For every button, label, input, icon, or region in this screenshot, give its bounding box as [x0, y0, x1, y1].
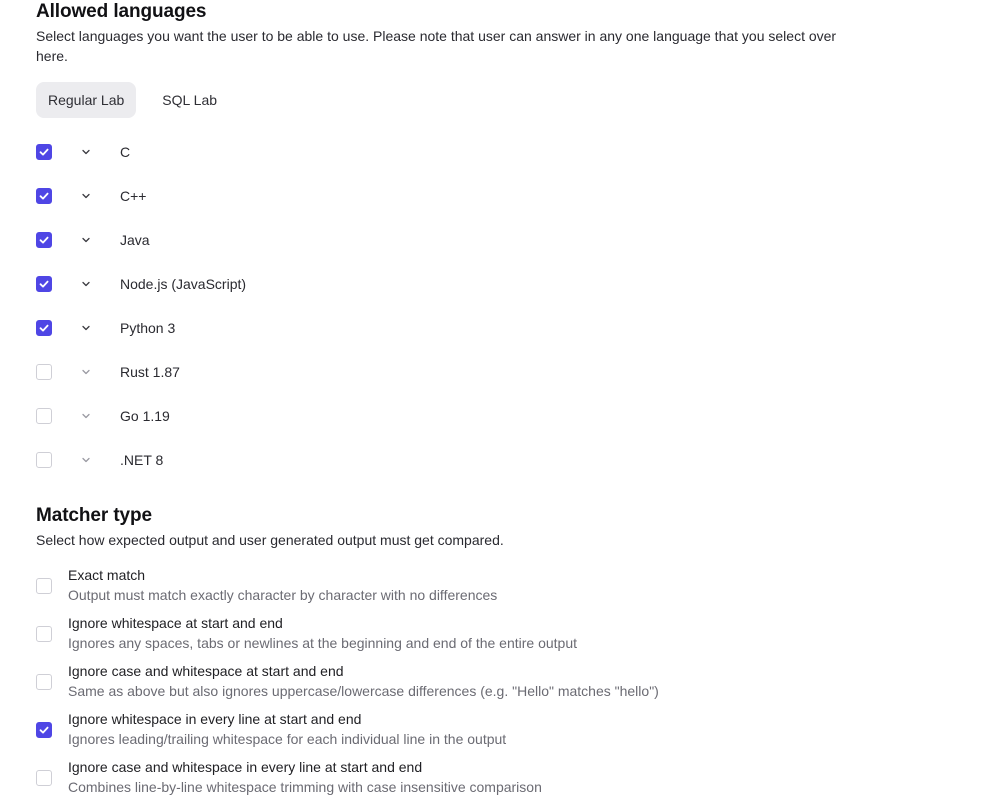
chevron-down-icon[interactable] [80, 454, 92, 466]
matcher-checkbox-ignore-whitespace-every-line[interactable] [36, 722, 52, 738]
language-row-nodejs [36, 262, 636, 306]
matcher-option-ignore-case-whitespace-every-line [36, 758, 936, 806]
matcher-option-description: Combines line-by-line whitespace trimming with case insensitive comparison [68, 779, 542, 795]
check-icon [38, 724, 50, 736]
language-checkbox-python3[interactable] [36, 320, 52, 336]
language-checkbox-rust[interactable] [36, 364, 52, 380]
chevron-down-icon[interactable] [80, 234, 92, 246]
check-icon [38, 234, 50, 246]
language-name: Python 3 [120, 320, 176, 336]
matcher-option-title: Ignore whitespace in every line at start and end [68, 711, 362, 727]
check-icon [38, 146, 50, 158]
chevron-down-icon[interactable] [80, 410, 92, 422]
language-row-cpp [36, 174, 636, 218]
matcher-checkbox-ignore-case-whitespace-every-line[interactable] [36, 770, 52, 786]
matcher-option-description: Ignores any spaces, tabs or newlines at the beginning and end of the entire output [68, 635, 578, 651]
language-name: Rust 1.87 [120, 364, 180, 380]
matcher-option-ignore-case-whitespace-start-end [36, 662, 936, 710]
language-row-c [36, 130, 636, 174]
matcher-option-title: Exact match [68, 567, 146, 583]
language-name: Node.js (JavaScript) [120, 276, 247, 292]
matcher-checkbox-ignore-case-whitespace-start-end[interactable] [36, 674, 52, 690]
check-icon [38, 322, 50, 334]
lab-tabs [36, 82, 229, 118]
language-list [36, 130, 636, 482]
matcher-option-ignore-whitespace-start-end [36, 614, 936, 662]
chevron-down-icon[interactable] [80, 322, 92, 334]
check-icon [38, 190, 50, 202]
matcher-option-description: Output must match exactly character by character with no differences [68, 587, 498, 603]
matcher-option-list [36, 566, 936, 806]
language-row-python3 [36, 306, 636, 350]
matcher-type-title: Matcher type [36, 505, 153, 526]
matcher-option-title: Ignore case and whitespace at start and end [68, 663, 344, 679]
chevron-down-icon[interactable] [80, 190, 92, 202]
chevron-down-icon[interactable] [80, 146, 92, 158]
matcher-option-title: Ignore whitespace at start and end [68, 615, 283, 631]
language-checkbox-cpp[interactable] [36, 188, 52, 204]
check-icon [38, 278, 50, 290]
language-name: Go 1.19 [120, 408, 170, 424]
language-checkbox-java[interactable] [36, 232, 52, 248]
language-name: C++ [120, 188, 147, 204]
language-checkbox-nodejs[interactable] [36, 276, 52, 292]
language-row-rust [36, 350, 636, 394]
language-checkbox-c[interactable] [36, 144, 52, 160]
tab-sql-lab[interactable]: SQL Lab [162, 92, 218, 108]
language-row-dotnet [36, 438, 636, 482]
language-row-go [36, 394, 636, 438]
matcher-option-ignore-whitespace-every-line [36, 710, 936, 758]
allowed-languages-title: Allowed languages [36, 1, 207, 22]
matcher-checkbox-exact-match[interactable] [36, 578, 52, 594]
language-name: C [120, 144, 131, 160]
language-checkbox-go[interactable] [36, 408, 52, 424]
matcher-type-description: Select how expected output and user generated output must get compared. [36, 532, 504, 548]
matcher-option-title: Ignore case and whitespace in every line at start and end [68, 759, 423, 775]
matcher-option-exact-match [36, 566, 936, 614]
language-checkbox-dotnet[interactable] [36, 452, 52, 468]
chevron-down-icon[interactable] [80, 278, 92, 290]
tab-regular-lab[interactable]: Regular Lab [36, 82, 136, 118]
matcher-checkbox-ignore-whitespace-start-end[interactable] [36, 626, 52, 642]
matcher-option-description: Same as above but also ignores uppercase/lowercase differences (e.g. "Hello" matches "hello") [68, 683, 659, 699]
language-name: Java [120, 232, 150, 248]
chevron-down-icon[interactable] [80, 366, 92, 378]
language-row-java [36, 218, 636, 262]
allowed-languages-description: Select languages you want the user to be able to use. Please note that user can answer in any one language that you select over here. [36, 28, 837, 64]
language-name: .NET 8 [120, 452, 164, 468]
matcher-option-description: Ignores leading/trailing whitespace for each individual line in the output [68, 731, 507, 747]
